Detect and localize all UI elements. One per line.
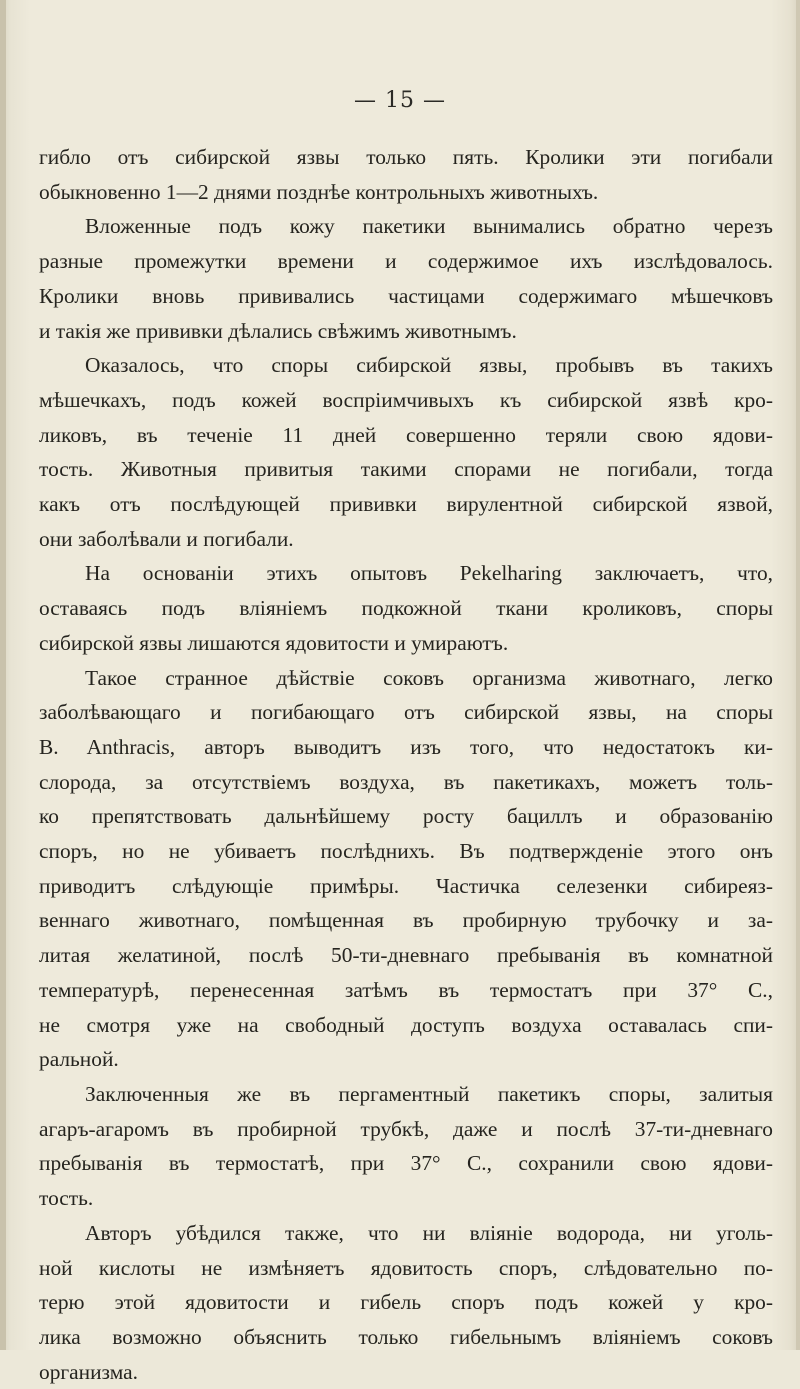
text-line: какъ отъ послѣдующей прививки вирулентной сибирской язвой,: [39, 492, 773, 517]
text-line: обыкновенно 1—2 днями позднѣе контрольныхъ животныхъ.: [39, 179, 599, 204]
text-line: споръ, но не убиваетъ послѣднихъ. Въ подтвержденіе этого онъ: [39, 839, 773, 864]
text-line: ликовъ, въ теченіе 11 дней совершенно теряли свою ядови-: [39, 422, 773, 447]
text-line: агаръ-агаромъ въ пробирной трубкѣ, даже и послѣ 37-ти-дневнаго: [39, 1116, 773, 1141]
page-left-edge: [0, 0, 6, 1350]
text-line: лика возможно объяснить только гибельнымъ вліяніемъ соковъ: [39, 1324, 773, 1349]
text-line: оставаясь подъ вліяніемъ подкожной ткани кроликовъ, споры: [39, 596, 773, 621]
text-line: температурѣ, перенесенная затѣмъ въ термостатъ при 37° С.,: [39, 977, 773, 1002]
text-line: мѣшечкахъ, подъ кожей воспріимчивыхъ къ сибирской язвѣ кро-: [39, 387, 773, 412]
text-line: Такое странное дѣйствіе соковъ организма животнаго, легко: [85, 665, 773, 690]
text-line: приводитъ слѣдующіе примѣры. Частичка селезенки сибиреяз-: [39, 873, 773, 898]
text-line: сибирской язвы лишаются ядовитости и умираютъ.: [39, 630, 509, 655]
text-line: разные промежутки времени и содержимое ихъ изслѣдовалось.: [39, 249, 773, 274]
text-line: Авторъ убѣдился также, что ни вліяніе водорода, ни уголь-: [85, 1220, 773, 1245]
text-line: веннаго животнаго, помѣщенная въ пробирную трубочку и за-: [39, 908, 773, 933]
text-line: заболѣвающаго и погибающаго отъ сибирской язвы, на споры: [39, 700, 773, 725]
text-line: ко препятствовать дальнѣйшему росту бациллъ и образованію: [39, 804, 773, 829]
page-right-edge: [796, 0, 800, 1350]
text-line: пребыванія въ термостатѣ, при 37° С., сохранили свою ядови-: [39, 1151, 773, 1176]
text-line: гибло отъ сибирской язвы только пять. Кролики эти погибали: [39, 145, 773, 169]
page-number: — 15 —: [354, 88, 446, 113]
text-line: и такія же прививки дѣлались свѣжимъ животнымъ.: [39, 318, 517, 343]
text-line: Оказалось, что споры сибирской язвы, пробывъ въ такихъ: [85, 353, 773, 378]
text-line: Заключенныя же въ пергаментный пакетикъ споры, залитыя: [85, 1081, 773, 1106]
text-line: не смотря уже на свободный доступъ воздуха оставалась спи-: [39, 1012, 773, 1037]
body-text: [39, 140, 773, 1389]
text-line: Кролики вновь прививались частицами содержимаго мѣшечковъ: [39, 283, 773, 308]
text-line: тость. Животныя привитыя такими спорами не погибали, тогда: [39, 457, 773, 482]
text-line: B. Anthracis, авторъ выводитъ изъ того, что недостатокъ ки-: [39, 734, 773, 759]
text-line: слорода, за отсутствіемъ воздуха, въ пакетикахъ, можетъ толь-: [39, 769, 773, 794]
text-line: ральной.: [39, 1047, 119, 1072]
text-line: литая желатиной, послѣ 50-ти-дневнаго пребыванія въ комнатной: [39, 943, 773, 968]
text-line: они заболѣвали и погибали.: [39, 526, 294, 551]
text-line: тость.: [39, 1186, 94, 1211]
text-line: ной кислоты не измѣняетъ ядовитость споръ, слѣдовательно по-: [39, 1255, 773, 1280]
text-line: На основаніи этихъ опытовъ Pekelharing заключаетъ, что,: [85, 561, 773, 586]
text-line: организма.: [39, 1359, 138, 1384]
text-line: терю этой ядовитости и гибель споръ подъ кожей у кро-: [39, 1290, 773, 1315]
text-line: Вложенные подъ кожу пакетики вынимались обратно черезъ: [85, 214, 773, 239]
